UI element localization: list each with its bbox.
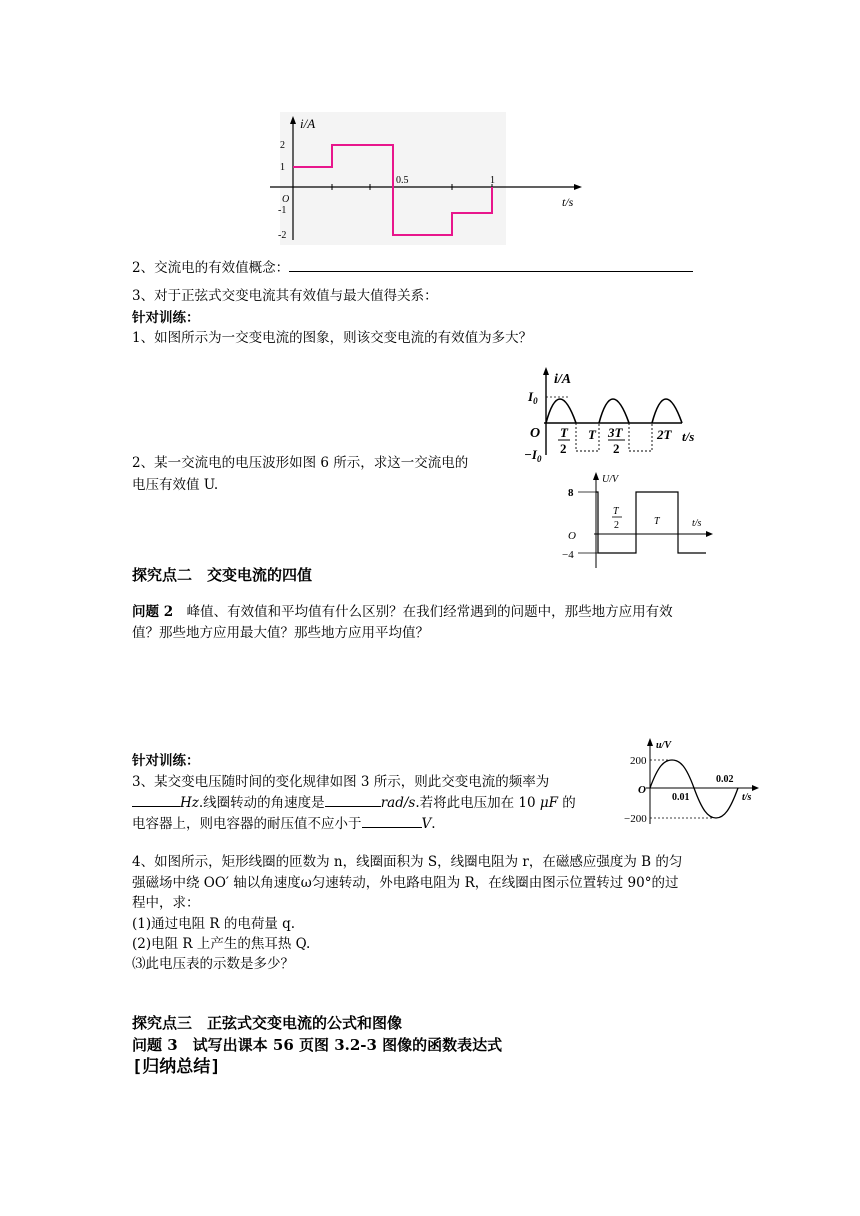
training2-heading: 针对训练： xyxy=(132,753,200,769)
fig2-ylabel: i/A xyxy=(554,372,572,387)
fig3-half-num: T xyxy=(613,506,619,517)
fig2-ytop-label xyxy=(527,389,538,406)
fig1-origin: O xyxy=(282,194,290,205)
frequency-blank[interactable] xyxy=(132,793,180,807)
fig1-xtick-1: 1 xyxy=(490,175,495,186)
fig2-xlabel: t/s xyxy=(682,429,695,444)
fig1-ytick-2: 2 xyxy=(280,140,285,151)
section3-heading: 探究点三 正弦式交变电流的公式和图像 xyxy=(132,1014,403,1032)
section2-problem-line1 xyxy=(132,603,673,621)
fig2-two-t: 2T xyxy=(657,427,672,442)
fig4-ytop: 200 xyxy=(630,755,647,767)
fig2-origin: O xyxy=(530,426,541,441)
fig3-xlabel: t/s xyxy=(692,518,702,529)
fig4-ylabel: u/V xyxy=(656,740,672,751)
q3-unit-uf: μF xyxy=(539,795,559,811)
fig2-t: T xyxy=(588,427,596,442)
fig3-ylabel: U/V xyxy=(602,474,619,485)
fig2-three-den: 2 xyxy=(613,441,620,456)
fig3-ytop: 8 xyxy=(568,487,574,499)
fig2-half-den: 2 xyxy=(560,441,567,456)
q3-mid2: .若将此电压加在 10 xyxy=(415,795,540,811)
figure-voltage-sine xyxy=(624,736,764,826)
q3-unit-hz: Hz xyxy=(180,795,199,811)
fig2-ytop: I xyxy=(528,389,534,404)
section2-heading: 探究点二 交变电流的四值 xyxy=(132,566,313,584)
figure-current-square-wave xyxy=(262,112,592,247)
fig3-trace xyxy=(596,492,706,553)
fig1-ylabel: i/A xyxy=(300,116,316,131)
fig4-x1: 0.01 xyxy=(672,792,690,803)
fig1-xlabel: t/s xyxy=(562,195,574,209)
q4-line3: 程中，求： xyxy=(132,895,200,911)
q3-unit-rad: rad/s xyxy=(380,795,416,811)
problem2-text-1: 峰值、有效值和平均值有什么区别？在我们经常遇到的问题中，那些地方应用有效 xyxy=(173,604,673,620)
fig4-ybottom: −200 xyxy=(624,813,647,825)
fig2-half-num: T xyxy=(560,425,568,440)
q4-sub3: ⑶此电压表的示数是多少？ xyxy=(132,956,294,972)
training1-heading: 针对训练： xyxy=(132,310,200,326)
q3-unit-v: V xyxy=(421,816,432,832)
q4-line1: 4、如图所示，矩形线圈的匝数为 n，线圈面积为 S，线圈电阻为 r，在磁感应强度为 B 的匀 xyxy=(132,854,683,870)
q3-relation-text: 3、对于正弦式交变电流其有效值与最大值得关系： xyxy=(132,288,438,304)
fig2-ybottom-label xyxy=(524,447,542,464)
fig2-ytop-sub: 0 xyxy=(533,396,538,406)
fig4-x2: 0.02 xyxy=(716,774,734,785)
fig3-ybottom: −4 xyxy=(562,549,574,561)
fig2-arc-3 xyxy=(652,399,682,423)
figure-half-sine xyxy=(524,365,714,465)
q3-line3-start: 电容器上，则电容器的耐压值不应小于 xyxy=(132,816,362,832)
fig1-xtick-05: 0.5 xyxy=(396,175,409,186)
training1-q2-line2: 电压有效值 U. xyxy=(132,477,219,493)
q4-sub2: (2)电阻 R 上产生的焦耳热 Q. xyxy=(132,936,311,952)
fig1-ytick-neg1: -1 xyxy=(278,205,287,216)
fig4-origin: O xyxy=(638,784,646,796)
training2-q3-line3 xyxy=(132,814,436,833)
section3-problem: 问题 3 试写出课本 56 页图 3.2-3 图像的函数表达式 xyxy=(132,1036,503,1054)
q3-end: 的 xyxy=(558,795,576,811)
fig2-arc-2 xyxy=(599,399,629,423)
q3-mid1: .线圈转动的角速度是 xyxy=(198,795,325,811)
fig2-ybottom: −I xyxy=(524,447,537,462)
fig3-origin: O xyxy=(568,530,576,542)
training1-q2-line1: 2、某一交流电的电压波形如图 6 所示，求这一交流电的 xyxy=(132,455,469,471)
q4-sub1: (1)通过电阻 R 的电荷量 q. xyxy=(132,916,296,932)
fig4-xlabel: t/s xyxy=(742,792,752,803)
problem2-label: 问题 2 xyxy=(132,604,174,620)
section2-problem-line2: 值？那些地方应用最大值？那些地方应用平均值？ xyxy=(132,625,429,641)
fig2-ybottom-sub: 0 xyxy=(536,454,542,464)
q2-concept-blank[interactable] xyxy=(289,258,693,272)
summary-heading: [归纳总结] xyxy=(132,1057,221,1077)
fig2-arc-1 xyxy=(546,399,576,423)
q2-concept-line xyxy=(132,258,693,277)
training1-q1: 1、如图所示为一交变电流的图象，则该交变电流的有效值为多大？ xyxy=(132,330,533,346)
voltage-rating-blank[interactable] xyxy=(362,814,422,828)
angular-velocity-blank[interactable] xyxy=(325,793,381,807)
training2-q3-line1: 3、某交变电压随时间的变化规律如图 3 所示，则此交变电流的频率为 xyxy=(132,774,550,790)
fig1-ytick-1: 1 xyxy=(280,162,285,173)
fig4-trace xyxy=(650,760,738,818)
fig1-ytick-neg2: -2 xyxy=(278,230,287,241)
figure-voltage-square-wave xyxy=(560,470,720,570)
fig3-half-den: 2 xyxy=(614,520,619,531)
fig3-t: T xyxy=(654,516,660,527)
q2-concept-text: 2、交流电的有效值概念： xyxy=(132,260,290,276)
q4-line2: 强磁场中绕 OO′ 轴以角速度ω匀速转动，外电路电阻为 R，在线圈由图示位置转过 90°的过 xyxy=(132,875,679,891)
training2-q3-line2 xyxy=(132,793,576,812)
fig2-three-num: 3T xyxy=(608,425,623,440)
q3-period: . xyxy=(431,816,436,832)
